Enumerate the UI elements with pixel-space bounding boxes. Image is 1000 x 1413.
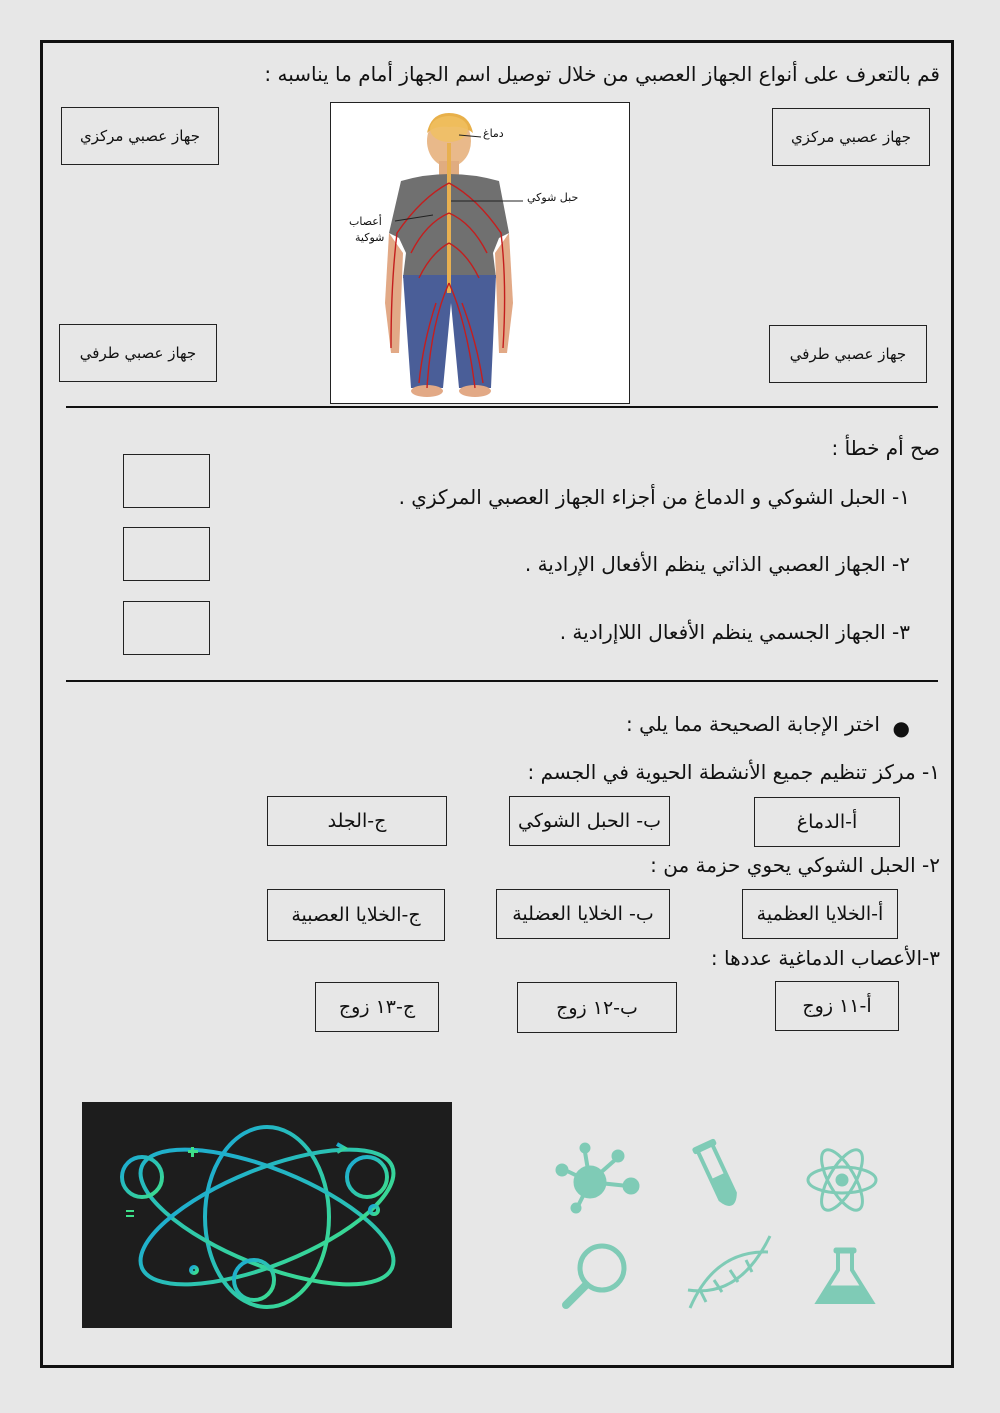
atom-graphic (82, 1102, 452, 1328)
match-box-peripheral-right[interactable]: جهاز عصبي طرفي (769, 325, 927, 383)
question-3: ٣-الأعصاب الدماغية عددها : (710, 946, 940, 970)
label-nerves-1: أعصاب (349, 215, 382, 228)
q3-option-b[interactable]: ب-١٢ زوج (517, 982, 677, 1033)
section3-instruction: اختر الإجابة الصحيحة مما يلي : (625, 712, 880, 736)
label-brain: دماغ (483, 127, 504, 140)
q2-option-c[interactable]: ج-الخلايا العصبية (267, 889, 445, 941)
bullet-dot: ● (892, 716, 910, 740)
answer-box-2[interactable] (123, 527, 210, 581)
q2-option-b[interactable]: ب- الخلايا العضلية (496, 889, 670, 939)
statement-2: ٢- الجهاز العصبي الذاتي ينظم الأفعال الإرادية . (524, 552, 910, 576)
question-1: ١- مركز تنظيم جميع الأنشطة الحيوية في الجسم : (527, 760, 940, 784)
section1-instruction: قم بالتعرف على أنواع الجهاز العصبي من خلال توصيل اسم الجهاز أمام ما يناسبه : (264, 62, 940, 86)
q3-option-a[interactable]: أ-١١ زوج (775, 981, 899, 1031)
q1-option-a[interactable]: أ-الدماغ (754, 797, 900, 847)
nervous-system-figure (330, 102, 630, 404)
statement-3: ٣- الجهاز الجسمي ينظم الأفعال اللاإرادية . (559, 620, 910, 644)
q1-option-c[interactable]: ج-الجلد (267, 796, 447, 846)
label-nerves-2: شوكية (355, 231, 385, 244)
match-box-central-right[interactable]: جهاز عصبي مركزي (772, 108, 930, 166)
statement-1: ١- الحبل الشوكي و الدماغ من أجزاء الجهاز العصبي المركزي . (398, 485, 910, 509)
q1-option-b[interactable]: ب- الحبل الشوكي (509, 796, 670, 846)
dna-icon (688, 1236, 770, 1308)
science-icons (540, 1130, 900, 1320)
match-box-peripheral-left[interactable]: جهاز عصبي طرفي (59, 324, 217, 382)
q3-option-c[interactable]: ج-١٣ زوج (315, 982, 439, 1032)
divider-1 (66, 406, 938, 408)
question-2: ٢- الحبل الشوكي يحوي حزمة من : (650, 853, 940, 877)
match-box-central-left[interactable]: جهاز عصبي مركزي (61, 107, 219, 165)
divider-2 (66, 680, 938, 682)
label-spinal-cord: حبل شوكي (527, 191, 579, 204)
molecule-icon (556, 1143, 639, 1213)
answer-box-3[interactable] (123, 601, 210, 655)
answer-box-1[interactable] (123, 454, 210, 508)
test-tube-icon (692, 1139, 742, 1209)
magnifier-icon (566, 1246, 624, 1305)
section2-title: صح أم خطأ : (831, 436, 940, 460)
flask-icon (818, 1248, 872, 1302)
q2-option-a[interactable]: أ-الخلايا العظمية (742, 889, 898, 939)
human-body-back-illustration (331, 103, 627, 401)
atom-icon (808, 1144, 876, 1216)
